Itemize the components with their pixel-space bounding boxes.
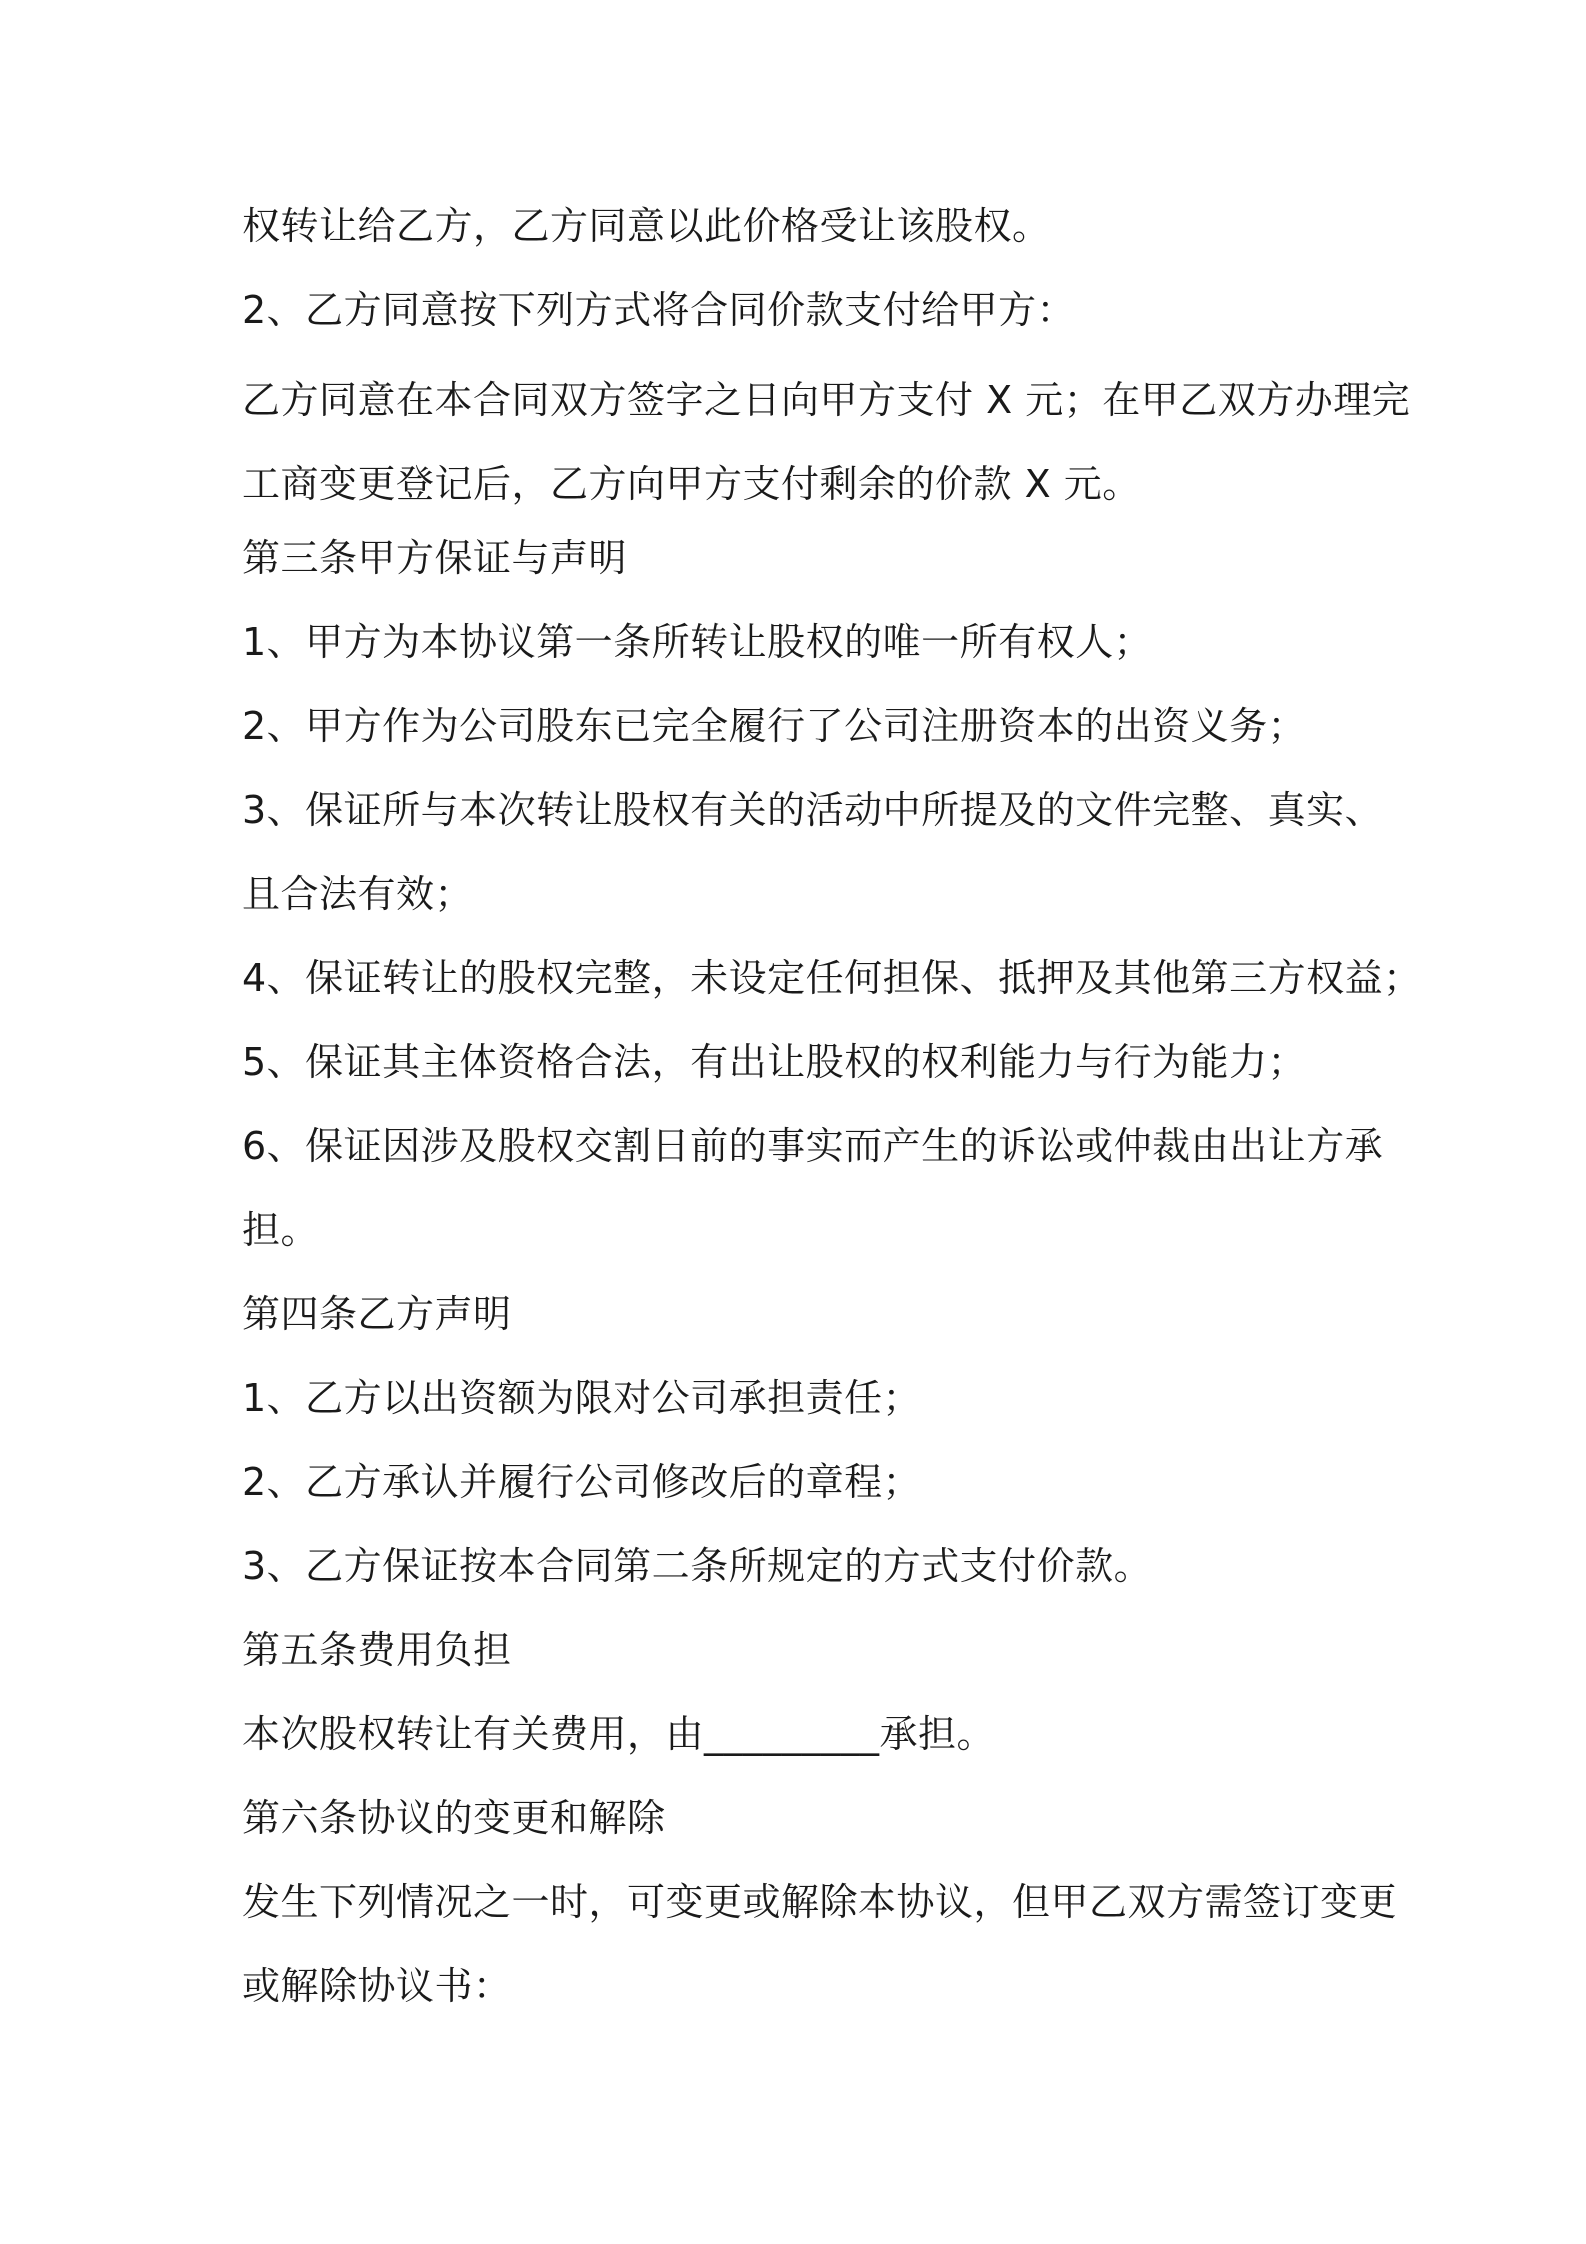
section-heading: 第三条甲方保证与声明 [242, 536, 628, 580]
text-line: 发生下列情况之一时，可变更或解除本协议，但甲乙双方需签订变更 [242, 1880, 1398, 1924]
text-line: 工商变更登记后，乙方向甲方支付剩余的价款 X 元。 [242, 462, 1141, 506]
text-line: 权转让给乙方，乙方同意以此价格受让该股权。 [242, 204, 1051, 248]
text-line: 4、保证转让的股权完整，未设定任何担保、抵押及其他第三方权益； [242, 956, 1422, 1000]
text-line: 2、甲方作为公司股东已完全履行了公司注册资本的出资义务； [242, 704, 1307, 748]
section-heading: 第四条乙方声明 [242, 1292, 512, 1336]
text-line: 5、保证其主体资格合法，有出让股权的权利能力与行为能力； [242, 1040, 1307, 1084]
text-line: 3、乙方保证按本合同第二条所规定的方式支付价款。 [242, 1544, 1153, 1588]
text-line: 3、保证所与本次转让股权有关的活动中所提及的文件完整、真实、 [242, 788, 1384, 832]
text-line: 6、保证因涉及股权交割日前的事实而产生的诉讼或仲裁由出让方承 [242, 1124, 1384, 1168]
text-line: 本次股权转让有关费用，由_________承担。 [242, 1712, 996, 1756]
text-line: 或解除协议书： [242, 1964, 512, 2008]
section-heading: 第五条费用负担 [242, 1628, 512, 1672]
section-heading: 第六条协议的变更和解除 [242, 1796, 666, 1840]
text-line: 乙方同意在本合同双方签字之日向甲方支付 X 元；在甲乙双方办理完 [242, 378, 1411, 422]
text-line: 且合法有效； [242, 872, 474, 916]
text-line: 担。 [242, 1208, 320, 1252]
text-line: 1、甲方为本协议第一条所转让股权的唯一所有权人； [242, 620, 1153, 664]
text-line: 1、乙方以出资额为限对公司承担责任； [242, 1376, 922, 1420]
text-line: 2、乙方同意按下列方式将合同价款支付给甲方： [242, 288, 1076, 332]
text-line: 2、乙方承认并履行公司修改后的章程； [242, 1460, 922, 1504]
